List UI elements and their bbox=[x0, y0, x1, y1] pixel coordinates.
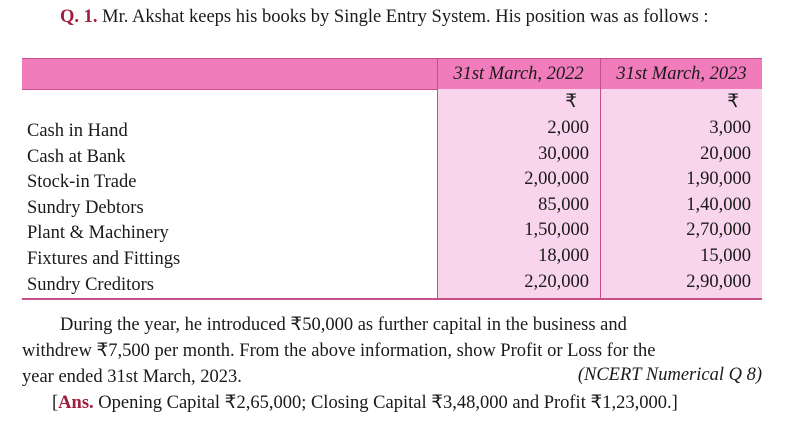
row-label: Stock-in Trade bbox=[27, 172, 137, 193]
row-label: Plant & Machinery bbox=[27, 223, 169, 244]
value-2022: 2,20,000 bbox=[524, 271, 589, 292]
row-label: Sundry Creditors bbox=[27, 274, 154, 295]
value-2023: 1,40,000 bbox=[686, 194, 751, 215]
answer-prefix: Ans. bbox=[58, 393, 94, 413]
value-2022: 85,000 bbox=[538, 194, 589, 215]
value-2022: 30,000 bbox=[538, 143, 589, 164]
row-label: Cash at Bank bbox=[27, 146, 126, 167]
header-2023: 31st March, 2023 bbox=[616, 64, 747, 84]
balances-table bbox=[22, 58, 762, 300]
row-label: Fixtures and Fittings bbox=[27, 249, 181, 269]
body-line-2: withdrew ₹7,500 per month. From the above information, show Profit or Loss for the bbox=[22, 341, 656, 361]
value-2023: 20,000 bbox=[700, 143, 751, 164]
row-label: Cash in Hand bbox=[27, 121, 128, 141]
row-label: Sundry Debtors bbox=[27, 197, 144, 218]
value-2022: 2,000 bbox=[547, 118, 589, 138]
value-2022: 18,000 bbox=[538, 246, 589, 266]
value-2023: 2,90,000 bbox=[686, 271, 751, 292]
value-2023: 15,000 bbox=[700, 246, 751, 266]
currency-2023: ₹ bbox=[727, 92, 739, 112]
currency-2022: ₹ bbox=[565, 92, 577, 112]
source-reference: (NCERT Numerical Q 8) bbox=[577, 365, 762, 385]
header-2022: 31st March, 2022 bbox=[453, 64, 584, 84]
body-line-3: year ended 31st March, 2023. bbox=[22, 367, 242, 387]
value-2022: 1,50,000 bbox=[524, 220, 589, 241]
table-header bbox=[22, 58, 762, 90]
value-2022: 2,00,000 bbox=[524, 169, 589, 190]
question-body: Mr. Akshat keeps his books by Single Entry System. His position was as follows : bbox=[102, 7, 709, 27]
answer-line: [Ans. Opening Capital ₹2,65,000; Closing Capital ₹3,48,000 and Profit ₹1,23,000.] bbox=[52, 393, 678, 413]
value-2023: 2,70,000 bbox=[686, 220, 751, 241]
question-number: Q. 1. bbox=[60, 7, 98, 27]
body-line-1: During the year, he introduced ₹50,000 as further capital in the business and bbox=[60, 315, 627, 335]
question-text bbox=[22, 4, 762, 30]
value-2023: 3,000 bbox=[709, 118, 751, 138]
value-2023: 1,90,000 bbox=[686, 169, 751, 190]
answer-text: Opening Capital ₹2,65,000; Closing Capital ₹3,48,000 and Profit ₹1,23,000.] bbox=[98, 393, 678, 413]
